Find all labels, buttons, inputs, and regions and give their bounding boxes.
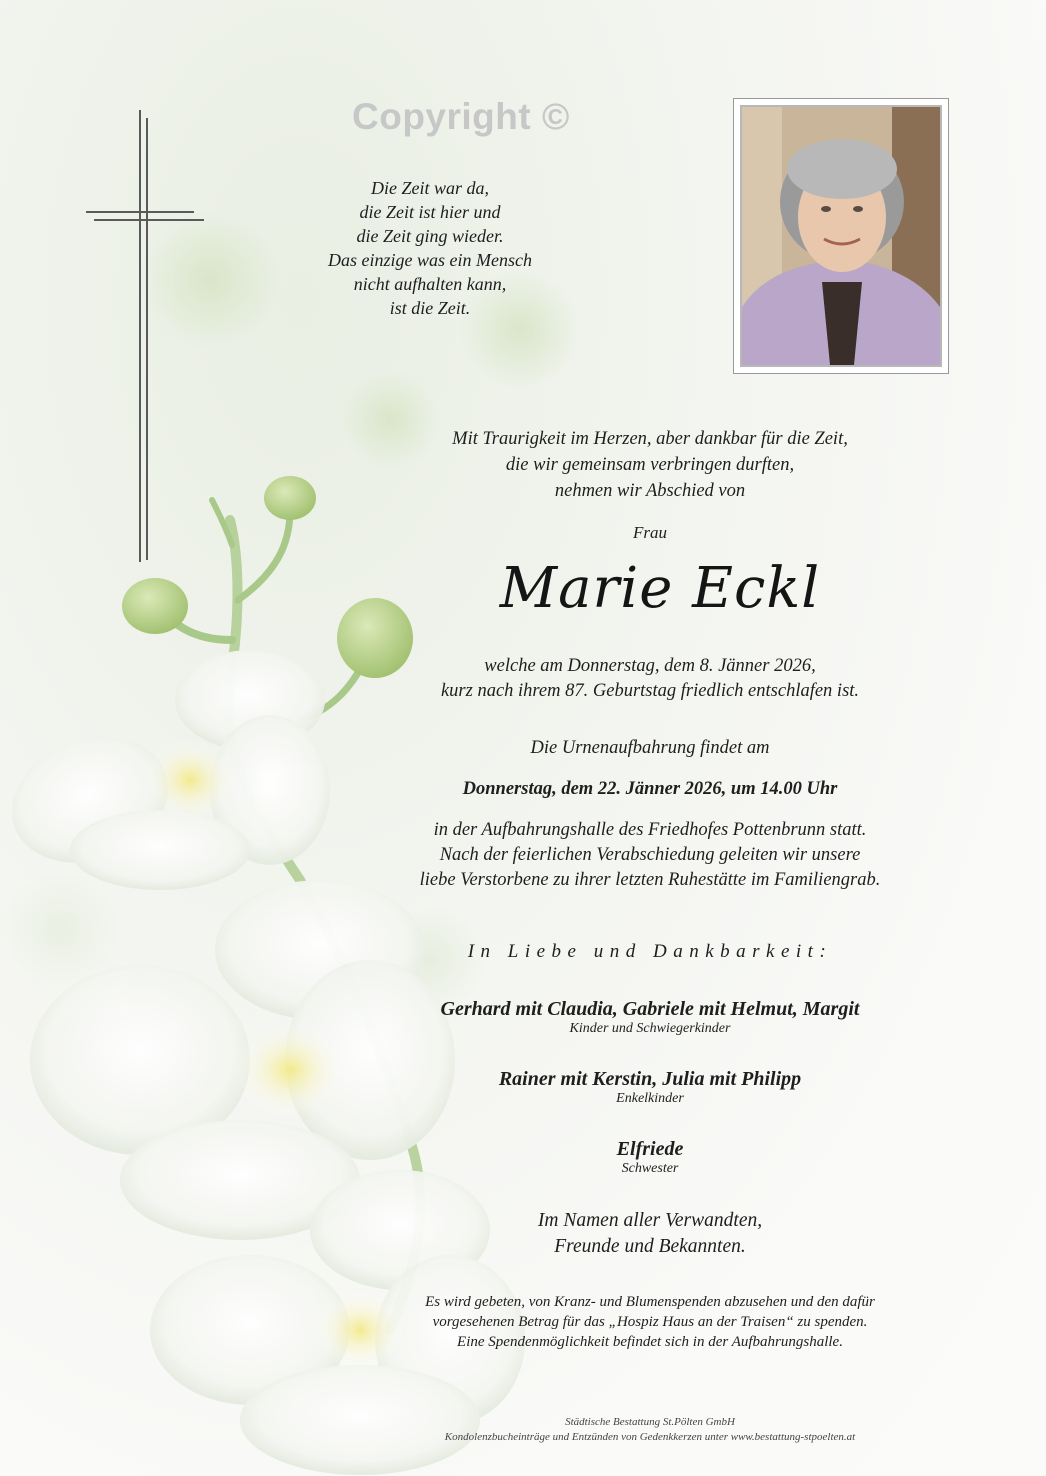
intro-line: die wir gemeinsam verbringen durften, (505, 455, 795, 475)
portrait-frame (733, 98, 949, 374)
footer-condolence-link: Kondolenzbucheinträge und Entzünden von Gedenkkerzen unter www.bestattung-stpoelten.at (444, 1431, 856, 1443)
family-group (330, 1138, 970, 1177)
family-relation: Kinder und Schwiegerkinder (569, 1021, 731, 1036)
orchid-stem (238, 510, 290, 600)
poem-line: ist die Zeit. (389, 298, 471, 318)
donation-line: vorgesehenen Betrag für das „Hospiz Haus an der Traisen“ zu spenden. (432, 1314, 868, 1330)
donation-note (360, 1292, 940, 1352)
deceased-name: Marie Eckl (499, 556, 821, 621)
place-line: Nach der feierlichen Verabschiedung geleiten wir unsere (439, 845, 861, 865)
intro-text (390, 426, 910, 504)
poem-line: Die Zeit war da, (370, 178, 489, 198)
closing-line: Freunde und Bekannten. (554, 1236, 746, 1257)
ceremony-datetime: Donnerstag, dem 22. Jänner 2026, um 14.00 Uhr (462, 779, 838, 799)
footer (380, 1415, 920, 1445)
poem-line: die Zeit ist hier und (359, 202, 501, 222)
donation-line: Eine Spendenmöglichkeit befindet sich in der Aufbahrungshalle. (457, 1334, 843, 1350)
family-names: Gerhard mit Claudia, Gabriele mit Helmut, Margit (440, 998, 860, 1020)
intro-line: Mit Traurigkeit im Herzen, aber dankbar für die Zeit, (452, 429, 848, 449)
love-line: In Liebe und Dankbarkeit: (467, 941, 833, 962)
closing-text (450, 1208, 850, 1260)
footer-company: Städtische Bestattung St.Pölten GmbH (565, 1416, 735, 1428)
place-line: liebe Verstorbene zu ihrer letzten Ruhestätte im Familiengrab. (419, 870, 881, 890)
urn-intro: Die Urnenaufbahrung findet am (530, 738, 770, 758)
family-names: Elfriede (616, 1138, 684, 1160)
family-group (330, 998, 970, 1037)
death-notice-line: kurz nach ihrem 87. Geburtstag friedlich entschlafen ist. (440, 681, 860, 701)
closing-line: Im Namen aller Verwandten, (537, 1210, 763, 1231)
salutation: Frau (633, 523, 667, 542)
family-names: Rainer mit Kerstin, Julia mit Philipp (498, 1068, 802, 1090)
bokeh-blob (140, 210, 280, 350)
place-line: in der Aufbahrungshalle des Friedhofes Pottenbrunn statt. (433, 820, 867, 840)
copyright-watermark: Copyright © (352, 96, 570, 137)
orchid-bud (264, 476, 316, 520)
intro-line: nehmen wir Abschied von (554, 481, 746, 501)
orchid-flower (0, 650, 330, 890)
poem-line: nicht aufhalten kann, (353, 274, 507, 294)
ceremony-place (370, 818, 930, 893)
portrait-photo (740, 105, 942, 367)
donation-line: Es wird gebeten, von Kranz- und Blumenspenden abzusehen und den dafür (425, 1294, 875, 1310)
poem-line: Das einzige was ein Mensch (328, 250, 532, 270)
family-relation: Schwester (621, 1161, 679, 1176)
poem (300, 176, 560, 320)
death-notice-line: welche am Donnerstag, dem 8. Jänner 2026, (484, 656, 816, 676)
family-relation: Enkelkinder (616, 1091, 684, 1106)
death-notice (380, 654, 920, 704)
orchid-bud (122, 578, 188, 634)
poem-line: die Zeit ging wieder. (356, 226, 504, 246)
family-group (330, 1068, 970, 1107)
